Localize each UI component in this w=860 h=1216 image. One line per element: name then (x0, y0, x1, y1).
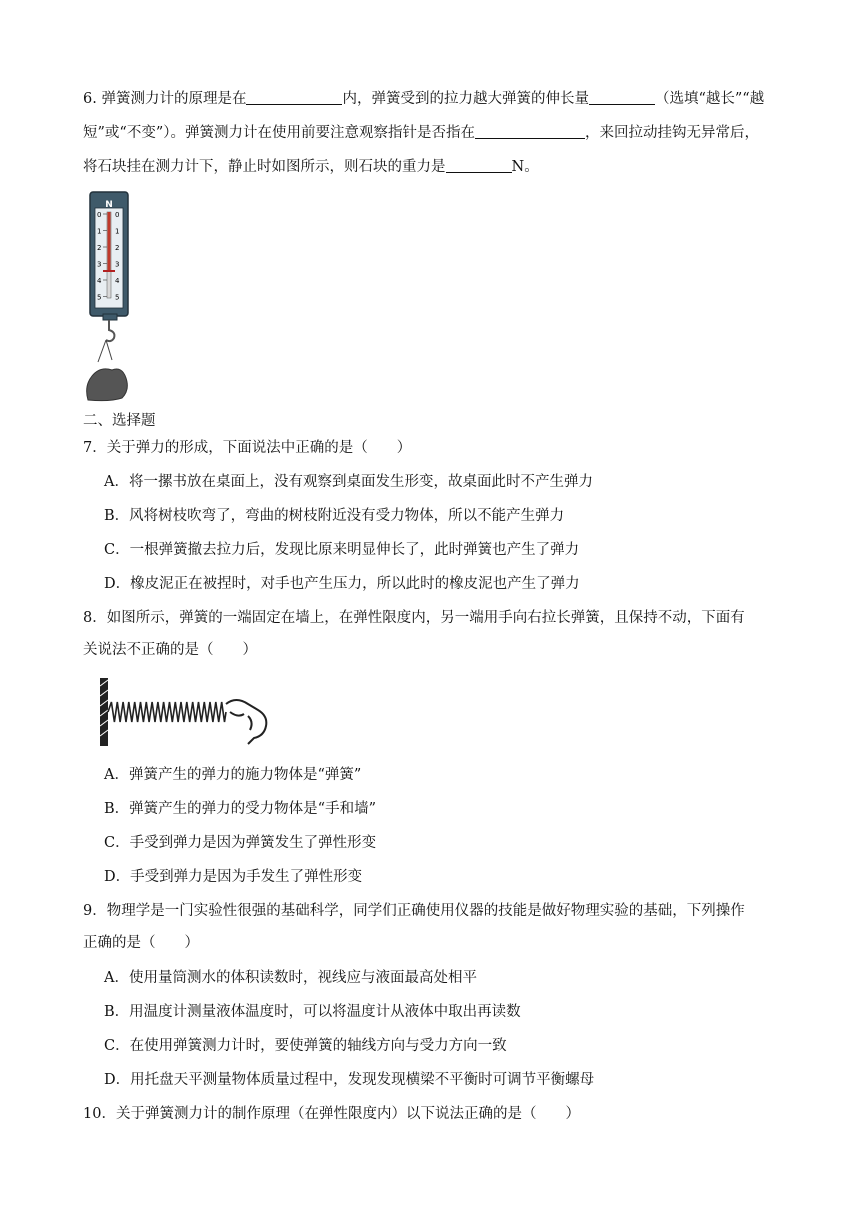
scale-right-tick-label: 0 (115, 211, 120, 219)
q6-blank-3[interactable] (475, 122, 585, 139)
scale-left-tick-label: 2 (97, 244, 102, 252)
q9-option-c[interactable]: C．在使用弹簧测力计时，要使弹簧的轴线方向与受力方向一致 (104, 1038, 507, 1054)
q9-option-a[interactable]: A．使用量筒测水的体积读数时，视线应与液面最高处相平 (104, 970, 477, 986)
scale-right-tick-label: 2 (115, 244, 120, 252)
scale-right-tick-label: 3 (115, 260, 120, 269)
scale-right-tick-label: 5 (115, 293, 120, 302)
q6-blank-4[interactable] (446, 156, 512, 173)
q6-line-1: 6. 弹簧测力计的原理是在 内，弹簧受到的拉力越大弹簧的伸长量 （选填“越长”“越 (83, 88, 764, 110)
section-2-title: 二、选择题 (83, 413, 156, 429)
q8-stem-line-1: 8．如图所示，弹簧的一端固定在墙上，在弹性限度内，另一端用手向右拉长弹簧，且保持不动，下面有 (83, 610, 745, 626)
hook-icon (106, 320, 114, 341)
q9-stem-line-1: 9．物理学是一门实验性很强的基础科学，同学们正确使用仪器的技能是做好物理实验的基础，下列操作 (83, 903, 745, 919)
q9-option-b[interactable]: B．用温度计测量液体温度时，可以将温度计从液体中取出再读数 (104, 1004, 521, 1020)
q8-option-c[interactable]: C．手受到弹力是因为弹簧发生了弹性形变 (104, 835, 377, 851)
scale-bottom-cap (103, 314, 117, 320)
q10-stem: 10．关于弹簧测力计的制作原理（在弹性限度内）以下说法正确的是（ ） (83, 1106, 580, 1122)
q8-option-d[interactable]: D．手受到弹力是因为手发生了弹性形变 (104, 869, 363, 885)
string-lines (98, 340, 112, 362)
q8-option-b[interactable]: B．弹簧产生的弹力的受力物体是“手和墙” (104, 801, 376, 817)
scale-left-tick-label: 4 (97, 277, 102, 285)
q9-stem-line-2: 正确的是（ ） (83, 935, 199, 951)
scale-right-tick-label: 1 (115, 227, 120, 236)
hand-icon (226, 700, 266, 744)
scale-unit-label: N (105, 200, 113, 210)
q8-option-a[interactable]: A．弹簧产生的弹力的施力物体是“弹簧” (104, 767, 362, 783)
scale-left-tick-label: 1 (97, 227, 102, 236)
spring-wall-hand-figure (98, 676, 274, 750)
scale-right-tick-label: 4 (115, 277, 120, 285)
q6-blank-1[interactable] (246, 88, 342, 105)
q7-option-d[interactable]: D．橡皮泥正在被捏时，对手也产生压力，所以此时的橡皮泥也产生了弹力 (104, 576, 580, 592)
q9-option-d[interactable]: D．用托盘天平测量物体质量过程中，发现发现横梁不平衡时可调节平衡螺母 (104, 1072, 595, 1088)
spring-scale-figure (82, 190, 132, 402)
spring-coil (108, 702, 226, 722)
q6-line-2: 短”或“不变”）。弹簧测力计在使用前要注意观察指针是否指在 ，来回拉动挂钩无异常后， (83, 122, 759, 144)
q7-stem: 7．关于弹力的形成，下面说法中正确的是（ ） (83, 440, 412, 456)
q7-option-c[interactable]: C．一根弹簧撤去拉力后，发现比原来明显伸长了，此时弹簧也产生了弹力 (104, 542, 580, 558)
q8-stem-line-2: 关说法不正确的是（ ） (83, 642, 257, 658)
q7-option-a[interactable]: A．将一摞书放在桌面上，没有观察到桌面发生形变，故桌面此时不产生弹力 (104, 474, 593, 490)
q7-option-b[interactable]: B．风将树枝吹弯了，弯曲的树枝附近没有受力物体，所以不能产生弹力 (104, 508, 565, 524)
q6-line-3: 将石块挂在测力计下，静止时如图所示，则石块的重力是 N。 (83, 156, 539, 178)
stone-block (87, 369, 128, 401)
scale-left-tick-label: 0 (97, 211, 102, 219)
scale-pointer (103, 270, 115, 272)
q6-number: 6. (83, 91, 97, 107)
wall (100, 678, 108, 746)
scale-left-tick-label: 3 (97, 260, 102, 269)
scale-left-tick-label: 5 (97, 293, 102, 302)
q6-blank-2[interactable] (589, 88, 655, 105)
spring-indicator (108, 212, 111, 270)
